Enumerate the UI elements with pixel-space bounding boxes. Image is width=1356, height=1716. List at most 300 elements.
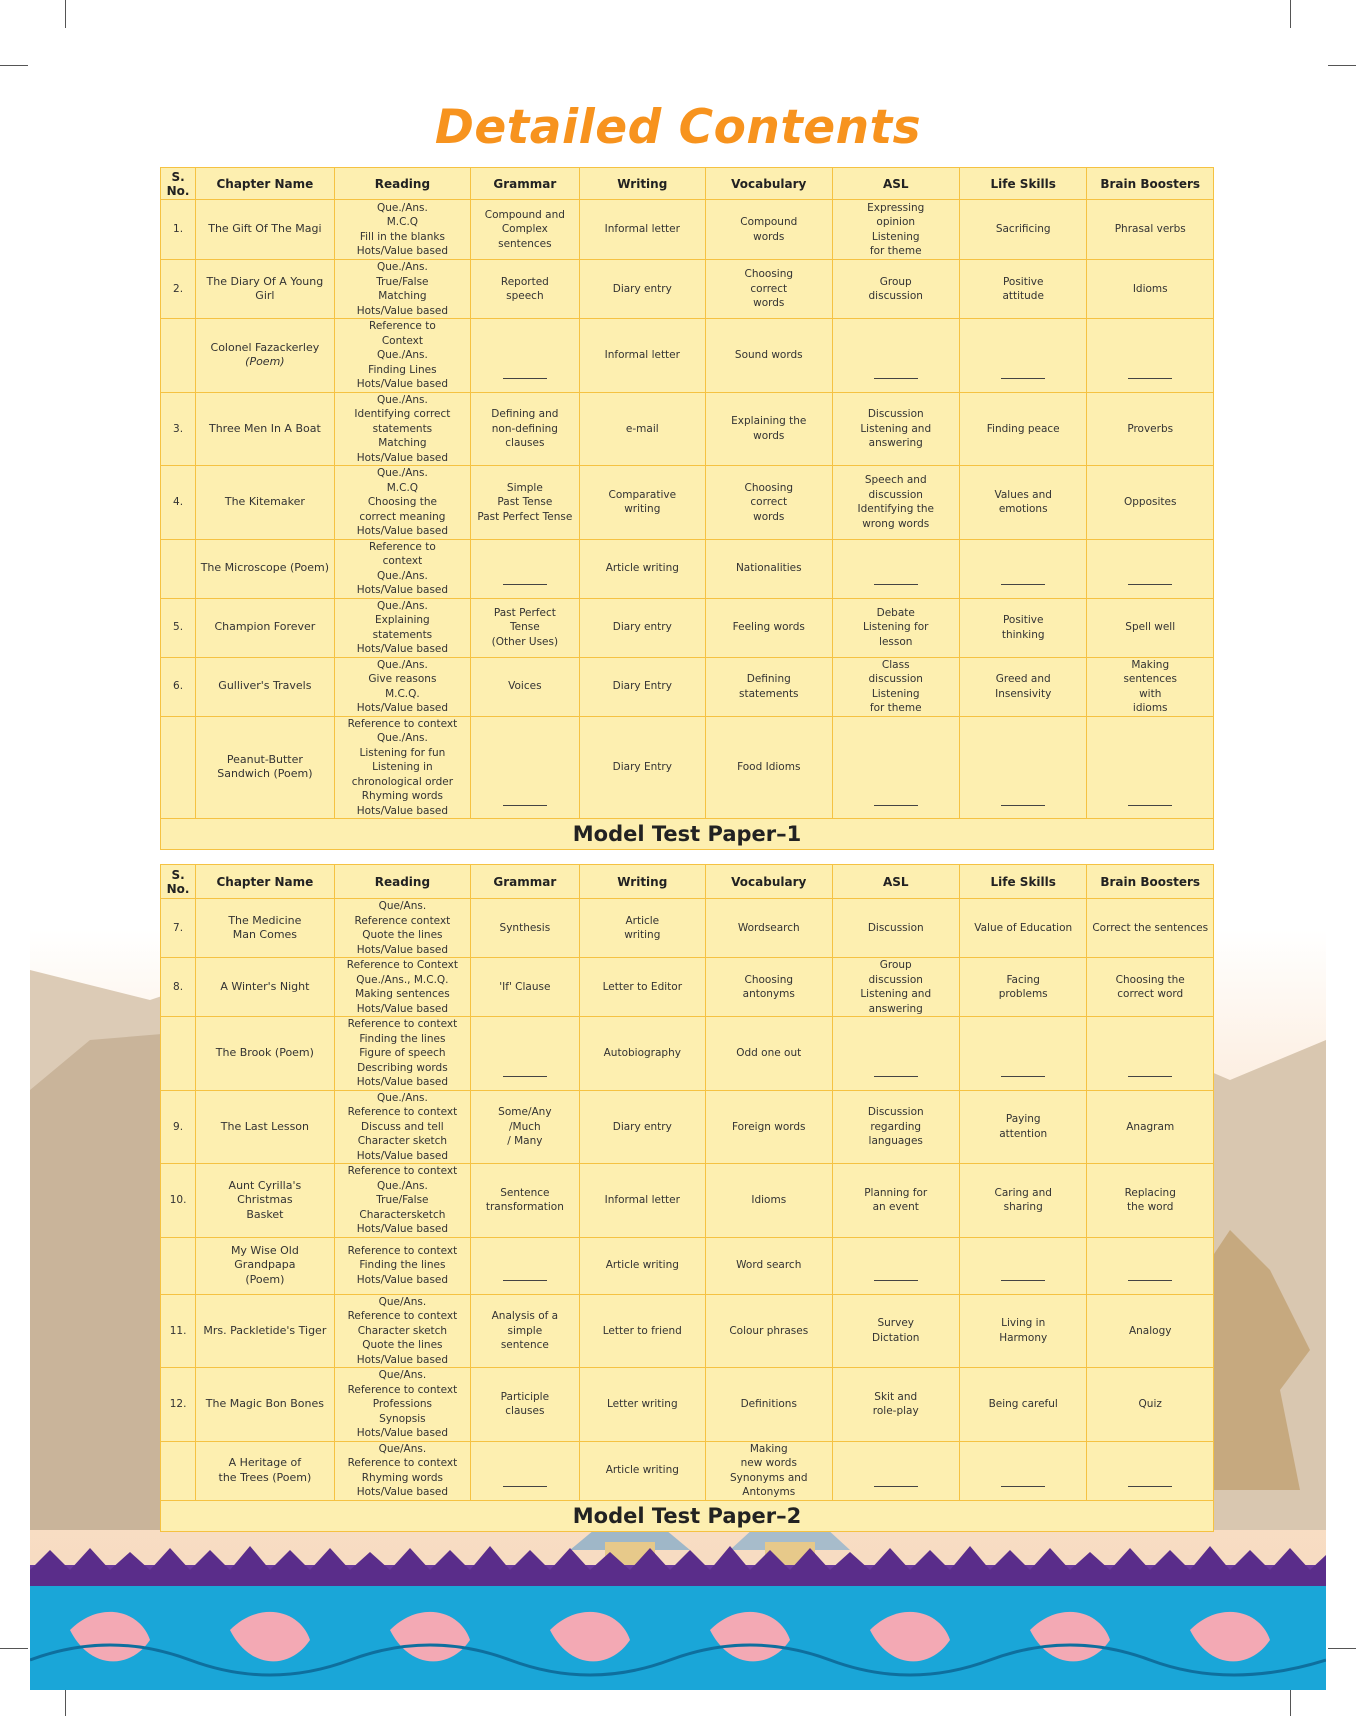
- cell-brain-boosters-text: Correct the sentences: [1092, 921, 1209, 934]
- cell-life-skills-text: Positive thinking: [1001, 614, 1045, 641]
- table-row: [161, 958, 1214, 1017]
- cell-brain-boosters-text: Anagram: [1126, 1120, 1175, 1133]
- cell-grammar-text: Past Perfect Tense (Other Uses): [491, 606, 559, 648]
- empty-dash: [503, 1280, 547, 1281]
- cell-life-skills: [959, 657, 1086, 716]
- model-test-paper-1: Model Test Paper–1: [160, 819, 1214, 850]
- cell-grammar: [471, 466, 579, 540]
- cell-sno: [161, 466, 196, 540]
- cell-asl-text: Discussion: [867, 921, 924, 934]
- cell-reading-text: Reference to Context Que./Ans. Finding Lines Hots/Value based: [356, 320, 449, 390]
- cell-sno: [161, 958, 196, 1017]
- cell-vocabulary-text: Choosing correct words: [744, 268, 794, 310]
- header-grammar: Grammar: [471, 168, 579, 200]
- cell-asl-text: Discussion regarding languages: [867, 1106, 924, 1147]
- cell-chapter-name-text: Colonel Fazackerley: [210, 340, 320, 354]
- cell-reading-text: Que/Ans. Reference to context Rhyming words Hots/Value based: [347, 1442, 458, 1498]
- cell-brain-boosters: [1087, 657, 1214, 716]
- cell-grammar: [471, 716, 579, 819]
- cell-vocabulary-text: Compound words: [740, 216, 798, 243]
- cell-life-skills-text: Being careful: [988, 1398, 1058, 1410]
- cell-sno-text: 12.: [169, 1398, 187, 1410]
- cell-vocabulary: [706, 1090, 832, 1164]
- cell-life-skills-text: Greed and Insensivity: [995, 673, 1052, 700]
- cell-asl: [832, 958, 959, 1017]
- cell-sno: [161, 899, 196, 958]
- cell-writing: [579, 1294, 705, 1368]
- cell-brain-boosters: [1087, 1237, 1214, 1294]
- cell-vocabulary: [706, 958, 832, 1017]
- cell-reading-text: Que/Ans. Reference context Quote the lines Hots/Value based: [354, 900, 451, 956]
- cell-writing: [579, 1164, 705, 1238]
- cell-grammar-text: Some/Any /Much / Many: [498, 1106, 552, 1147]
- cell-writing: [579, 1441, 705, 1500]
- cell-chapter-name: [196, 260, 335, 319]
- cell-reading: [334, 958, 471, 1017]
- cell-reading-text: Que./Ans. M.C.Q Choosing the correct meaning Hots/Value based: [356, 467, 449, 537]
- cell-life-skills-text: Value of Education: [974, 921, 1073, 934]
- cell-vocabulary: [706, 200, 832, 260]
- cell-reading: [334, 657, 471, 716]
- cell-reading-text: Reference to context Finding the lines Figure of speech Describing words Hots/Value based: [347, 1018, 458, 1088]
- cell-reading-text: Que/Ans. Reference to context Character sketch Quote the lines Hots/Value based: [347, 1295, 458, 1366]
- cell-brain-boosters: [1087, 1090, 1214, 1164]
- empty-dash: [1001, 584, 1045, 585]
- cell-life-skills: [959, 1164, 1086, 1238]
- cell-vocabulary-text: Food Idioms: [737, 761, 801, 773]
- cell-grammar: [471, 1017, 579, 1091]
- cell-sno-text: 5.: [173, 621, 184, 634]
- cell-reading: [334, 1164, 471, 1238]
- empty-dash: [874, 805, 918, 806]
- empty-dash: [1001, 805, 1045, 806]
- cell-chapter-name-text: Gulliver's Travels: [218, 679, 312, 693]
- cell-life-skills: [959, 716, 1086, 819]
- cell-grammar-text: Voices: [508, 680, 542, 693]
- table-row: [161, 657, 1214, 716]
- cell-asl: [832, 657, 959, 716]
- cell-brain-boosters-text: Proverbs: [1127, 422, 1174, 435]
- cell-writing: [579, 200, 705, 260]
- cell-life-skills-text: Finding peace: [986, 422, 1060, 435]
- cell-asl: [832, 1237, 959, 1294]
- cell-asl: [832, 1441, 959, 1500]
- cell-writing: [579, 716, 705, 819]
- cell-vocabulary: [706, 1164, 832, 1238]
- table-row: [161, 319, 1214, 393]
- cell-chapter-name: [196, 1017, 335, 1091]
- cell-reading-text: Reference to context Que./Ans. Hots/Value based: [356, 540, 449, 596]
- cell-grammar-text: Defining and non-defining clauses: [491, 408, 559, 449]
- cell-chapter-name: [196, 200, 335, 260]
- empty-dash: [503, 805, 547, 806]
- cell-life-skills: [959, 319, 1086, 393]
- table-row: [161, 1164, 1214, 1238]
- empty-dash: [503, 1076, 547, 1077]
- cell-chapter-name: [196, 657, 335, 716]
- cell-grammar-text: 'If' Clause: [499, 980, 551, 993]
- header-chapter-name: Chapter Name: [196, 168, 335, 200]
- cell-chapter-name-text: A Winter's Night: [220, 979, 310, 993]
- cell-sno: [161, 319, 196, 393]
- table-row: [161, 1368, 1214, 1442]
- contents-table-section-2: [160, 864, 1214, 1532]
- cell-brain-boosters-text: Analogy: [1128, 1324, 1172, 1337]
- cell-writing: [579, 539, 705, 598]
- cell-asl: [832, 899, 959, 958]
- cell-writing: [579, 392, 705, 466]
- cell-sno: [161, 200, 196, 260]
- cell-vocabulary: [706, 657, 832, 716]
- header-reading: Reading: [334, 865, 471, 899]
- header-asl: ASL: [832, 168, 959, 200]
- cell-grammar: [471, 657, 579, 716]
- cell-reading: [334, 1017, 471, 1091]
- cell-brain-boosters: [1087, 1294, 1214, 1368]
- cell-life-skills-text: Paying attention: [999, 1113, 1048, 1140]
- cell-life-skills-text: Sacrificing: [995, 223, 1051, 236]
- header-brain-boosters: Brain Boosters: [1087, 168, 1214, 200]
- cell-chapter-name-text: Mrs. Packletide's Tiger: [203, 1323, 327, 1337]
- cell-grammar: [471, 1090, 579, 1164]
- cell-vocabulary-text: Wordsearch: [737, 921, 800, 934]
- header-writing: Writing: [579, 168, 705, 200]
- cell-chapter-name: [196, 598, 335, 657]
- cell-asl-text: Group discussion Listening and answering: [860, 959, 932, 1015]
- table-row: [161, 1237, 1214, 1294]
- cell-writing-text: Comparative writing: [608, 488, 677, 516]
- cell-asl-text: Discussion Listening and answering: [860, 408, 932, 449]
- cell-asl: [832, 260, 959, 319]
- cell-reading: [334, 260, 471, 319]
- empty-dash: [1128, 584, 1172, 585]
- cell-sno-text: 6.: [173, 680, 184, 693]
- cell-writing: [579, 598, 705, 657]
- cell-writing: [579, 1090, 705, 1164]
- cell-asl: [832, 716, 959, 819]
- cell-chapter-name: [196, 1294, 335, 1368]
- cell-writing: [579, 319, 705, 393]
- crop-mark: [1328, 65, 1356, 66]
- cell-chapter-name-text: The Microscope (Poem): [200, 561, 330, 575]
- cell-chapter-name-text: The Last Lesson: [220, 1119, 309, 1133]
- cell-vocabulary: [706, 716, 832, 819]
- cell-writing-text: Article writing: [624, 914, 661, 941]
- table-row: [161, 899, 1214, 958]
- cell-brain-boosters: [1087, 598, 1214, 657]
- cell-reading-text: Que./Ans. Identifying correct statements Matching Hots/Value based: [354, 393, 451, 464]
- cell-life-skills-text: Living in Harmony: [999, 1317, 1048, 1344]
- cell-life-skills: [959, 260, 1086, 319]
- cell-chapter-name: [196, 466, 335, 540]
- cell-vocabulary-text: Choosing antonyms: [742, 973, 795, 1000]
- cell-chapter-name: [196, 539, 335, 598]
- cell-writing: [579, 260, 705, 319]
- cell-vocabulary-text: Word search: [736, 1259, 802, 1272]
- empty-dash: [503, 584, 547, 585]
- cell-life-skills: [959, 200, 1086, 260]
- cell-chapter-name: [196, 1237, 335, 1294]
- table-row: [161, 1441, 1214, 1500]
- cell-reading: [334, 1237, 471, 1294]
- cell-vocabulary-text: Explaining the words: [731, 415, 807, 442]
- cell-grammar: [471, 1294, 579, 1368]
- header-asl: ASL: [832, 865, 959, 899]
- header-writing: Writing: [579, 865, 705, 899]
- cell-chapter-name-text: Peanut-Butter Sandwich (Poem): [217, 752, 313, 781]
- chapter-note: (Poem): [245, 355, 285, 369]
- cell-brain-boosters-text: Phrasal verbs: [1114, 223, 1186, 236]
- cell-writing-text: Informal letter: [604, 349, 680, 361]
- cell-chapter-name-text: Aunt Cyrilla's Christmas Basket: [228, 1178, 302, 1221]
- cell-writing: [579, 958, 705, 1017]
- crop-mark: [1290, 1690, 1291, 1716]
- cell-writing-text: Letter to friend: [602, 1324, 682, 1337]
- cell-writing-text: Diary entry: [612, 282, 672, 295]
- cell-life-skills: [959, 1441, 1086, 1500]
- crop-mark: [0, 1648, 28, 1649]
- cell-vocabulary: [706, 260, 832, 319]
- cell-reading-text: Reference to context Que./Ans. True/False Charactersketch Hots/Value based: [347, 1165, 458, 1235]
- cell-reading-text: Que./Ans. Reference to context Discuss and tell Character sketch Hots/Value based: [347, 1091, 458, 1162]
- cell-reading-text: Que/Ans. Reference to context Professions Synopsis Hots/Value based: [347, 1369, 458, 1439]
- cell-writing: [579, 1017, 705, 1091]
- cell-brain-boosters: [1087, 1164, 1214, 1238]
- table-header-row: [161, 168, 1214, 200]
- cell-grammar-text: Analysis of a simple sentence: [491, 1310, 559, 1351]
- cell-asl: [832, 1294, 959, 1368]
- cell-life-skills: [959, 899, 1086, 958]
- header-brain-boosters: Brain Boosters: [1087, 865, 1214, 899]
- cell-writing: [579, 1237, 705, 1294]
- table-row: [161, 598, 1214, 657]
- cell-vocabulary: [706, 466, 832, 540]
- cell-sno: [161, 392, 196, 466]
- cell-asl-text: Skit and role-play: [872, 1390, 919, 1418]
- header-life-skills: Life Skills: [959, 865, 1086, 899]
- cell-chapter-name-text: The Gift Of The Magi: [208, 222, 322, 236]
- model-test-paper-2: Model Test Paper–2: [160, 1501, 1214, 1532]
- cell-reading-text: Que./Ans. Explaining statements Hots/Value based: [356, 599, 449, 655]
- cell-grammar-text: Simple Past Tense Past Perfect Tense: [477, 481, 573, 523]
- cell-sno-text: 7.: [173, 921, 184, 934]
- cell-asl: [832, 392, 959, 466]
- cell-brain-boosters: [1087, 716, 1214, 819]
- cell-reading: [334, 1368, 471, 1442]
- cell-brain-boosters-text: Opposites: [1123, 496, 1177, 508]
- empty-dash: [503, 378, 547, 379]
- empty-dash: [874, 1076, 918, 1077]
- header-vocabulary: Vocabulary: [706, 168, 832, 200]
- cell-sno-text: 11.: [169, 1324, 187, 1337]
- table-row: [161, 1017, 1214, 1091]
- cell-chapter-name-text: Three Men In A Boat: [208, 421, 321, 435]
- cell-vocabulary-text: Colour phrases: [729, 1324, 809, 1337]
- contents-table: [160, 864, 1214, 1501]
- cell-grammar-text: Compound and Complex sentences: [484, 208, 565, 250]
- cell-reading: [334, 200, 471, 260]
- cell-sno: [161, 716, 196, 819]
- cell-writing: [579, 657, 705, 716]
- cell-vocabulary-text: Odd one out: [736, 1047, 802, 1059]
- cell-sno: [161, 1164, 196, 1238]
- cell-reading: [334, 716, 471, 819]
- cell-chapter-name: [196, 1368, 335, 1442]
- cell-writing-text: e-mail: [625, 422, 659, 435]
- cell-sno: [161, 1294, 196, 1368]
- cell-sno: [161, 1017, 196, 1091]
- cell-life-skills-text: Values and emotions: [994, 488, 1052, 516]
- cell-chapter-name-text: The Magic Bon Bones: [205, 1397, 325, 1410]
- cell-grammar: [471, 1441, 579, 1500]
- cell-brain-boosters: [1087, 1441, 1214, 1500]
- cell-life-skills: [959, 1017, 1086, 1091]
- cell-reading-text: Que./Ans. M.C.Q Fill in the blanks Hots/Value based: [356, 201, 449, 257]
- cell-grammar: [471, 200, 579, 260]
- cell-life-skills: [959, 1237, 1086, 1294]
- cell-grammar-text: Reported speech: [500, 275, 549, 302]
- cell-brain-boosters-text: Replacing the word: [1124, 1186, 1176, 1214]
- cell-sno-text: 3.: [173, 422, 184, 435]
- cell-writing-text: Diary entry: [612, 621, 672, 634]
- cell-brain-boosters: [1087, 260, 1214, 319]
- cell-grammar: [471, 392, 579, 466]
- table-row: [161, 392, 1214, 466]
- header-chapter-name: Chapter Name: [196, 865, 335, 899]
- cell-vocabulary-text: Definitions: [740, 1398, 797, 1410]
- cell-sno-text: 9.: [173, 1120, 184, 1133]
- cell-vocabulary-text: Making new words Synonyms and Antonyms: [729, 1442, 808, 1498]
- cell-brain-boosters-text: Spell well: [1125, 621, 1176, 634]
- cell-sno-text: 8.: [173, 980, 184, 993]
- empty-dash: [1128, 378, 1172, 379]
- cell-chapter-name-text: The Medicine Man Comes: [228, 913, 302, 941]
- cell-vocabulary-text: Nationalities: [735, 562, 802, 575]
- cell-chapter-name: [196, 899, 335, 958]
- cell-grammar: [471, 319, 579, 393]
- cell-sno: [161, 598, 196, 657]
- cell-life-skills: [959, 466, 1086, 540]
- cell-grammar: [471, 1164, 579, 1238]
- cell-asl-text: Class discussion Listening for theme: [868, 658, 923, 714]
- cell-writing-text: Article writing: [605, 1259, 679, 1272]
- empty-dash: [1128, 805, 1172, 806]
- cell-writing-text: Letter writing: [606, 1398, 678, 1410]
- cell-vocabulary: [706, 319, 832, 393]
- cell-reading-text: Que./Ans. True/False Matching Hots/Value based: [356, 261, 449, 317]
- contents-table-section-1: [160, 167, 1214, 850]
- empty-dash: [874, 584, 918, 585]
- cell-sno: [161, 1090, 196, 1164]
- cell-vocabulary: [706, 1368, 832, 1442]
- empty-dash: [874, 1486, 918, 1487]
- cell-asl-text: Expressing opinion Listening for theme: [867, 201, 925, 257]
- cell-reading: [334, 466, 471, 540]
- cell-asl: [832, 466, 959, 540]
- cell-brain-boosters: [1087, 200, 1214, 260]
- cell-asl: [832, 319, 959, 393]
- contents-table: [160, 167, 1214, 819]
- cell-reading-text: Reference to context Que./Ans. Listening for fun Listening in chronological order Rhyming words Hots/Value based: [347, 717, 458, 817]
- cell-writing: [579, 466, 705, 540]
- cell-asl-text: Debate Listening for lesson: [862, 606, 929, 648]
- table-row: [161, 260, 1214, 319]
- header-grammar: Grammar: [471, 865, 579, 899]
- header-sno: S. No.: [161, 168, 196, 200]
- cell-reading-text: Que./Ans. Give reasons M.C.Q. Hots/Value based: [356, 658, 449, 714]
- cell-vocabulary-text: Feeling words: [732, 621, 805, 634]
- cell-asl: [832, 1090, 959, 1164]
- empty-dash: [1001, 1076, 1045, 1077]
- empty-dash: [1128, 1486, 1172, 1487]
- cell-grammar: [471, 598, 579, 657]
- cell-writing-text: Autobiography: [603, 1047, 681, 1059]
- page-title: Detailed Contents: [434, 100, 922, 155]
- cell-reading: [334, 899, 471, 958]
- cell-writing-text: Diary entry: [612, 1120, 672, 1133]
- cell-writing: [579, 1368, 705, 1442]
- cell-vocabulary-text: Idioms: [751, 1194, 787, 1206]
- cell-asl-text: Group discussion: [868, 275, 923, 302]
- cell-brain-boosters-text: Idioms: [1132, 282, 1168, 295]
- crop-mark: [1290, 0, 1291, 28]
- cell-reading: [334, 1294, 471, 1368]
- cell-grammar-text: Synthesis: [499, 921, 551, 934]
- cell-chapter-name: [196, 1441, 335, 1500]
- cell-life-skills: [959, 598, 1086, 657]
- cell-asl: [832, 598, 959, 657]
- header-sno: S. No.: [161, 865, 196, 899]
- cell-vocabulary-text: Choosing correct words: [744, 481, 794, 523]
- empty-dash: [1001, 1486, 1045, 1487]
- cell-reading: [334, 598, 471, 657]
- cell-brain-boosters: [1087, 958, 1214, 1017]
- cell-asl-text: Speech and discussion Identifying the wrong words: [857, 474, 934, 530]
- cell-life-skills-text: Facing problems: [998, 973, 1048, 1000]
- cell-reading: [334, 319, 471, 393]
- cell-writing-text: Informal letter: [604, 223, 680, 236]
- cell-reading: [334, 392, 471, 466]
- table-header-row: [161, 865, 1214, 899]
- crop-mark: [65, 1690, 66, 1716]
- table-row: [161, 1090, 1214, 1164]
- cell-sno: [161, 1368, 196, 1442]
- cell-sno: [161, 657, 196, 716]
- cell-sno-text: 4.: [173, 496, 184, 508]
- cell-vocabulary-text: Sound words: [734, 349, 803, 361]
- cell-chapter-name-text: The Brook (Poem): [215, 1046, 314, 1059]
- empty-dash: [1128, 1280, 1172, 1281]
- cell-grammar: [471, 899, 579, 958]
- cell-life-skills: [959, 539, 1086, 598]
- table-row: [161, 466, 1214, 540]
- cell-vocabulary-text: Defining statements: [739, 673, 799, 700]
- header-life-skills: Life Skills: [959, 168, 1086, 200]
- cell-brain-boosters: [1087, 466, 1214, 540]
- cell-asl: [832, 1164, 959, 1238]
- cell-life-skills-text: Positive attitude: [1002, 275, 1044, 302]
- cell-sno-text: 1.: [173, 223, 184, 236]
- cell-vocabulary: [706, 598, 832, 657]
- cell-grammar: [471, 1237, 579, 1294]
- empty-dash: [1001, 378, 1045, 379]
- empty-dash: [1001, 1280, 1045, 1281]
- empty-dash: [874, 1280, 918, 1281]
- cell-reading-text: Reference to context Finding the lines Hots/Value based: [347, 1244, 458, 1286]
- cell-writing-text: Letter to Editor: [602, 980, 683, 993]
- cell-brain-boosters-text: Choosing the correct word: [1115, 973, 1185, 1000]
- cell-brain-boosters-text: Making sentences with idioms: [1123, 658, 1177, 714]
